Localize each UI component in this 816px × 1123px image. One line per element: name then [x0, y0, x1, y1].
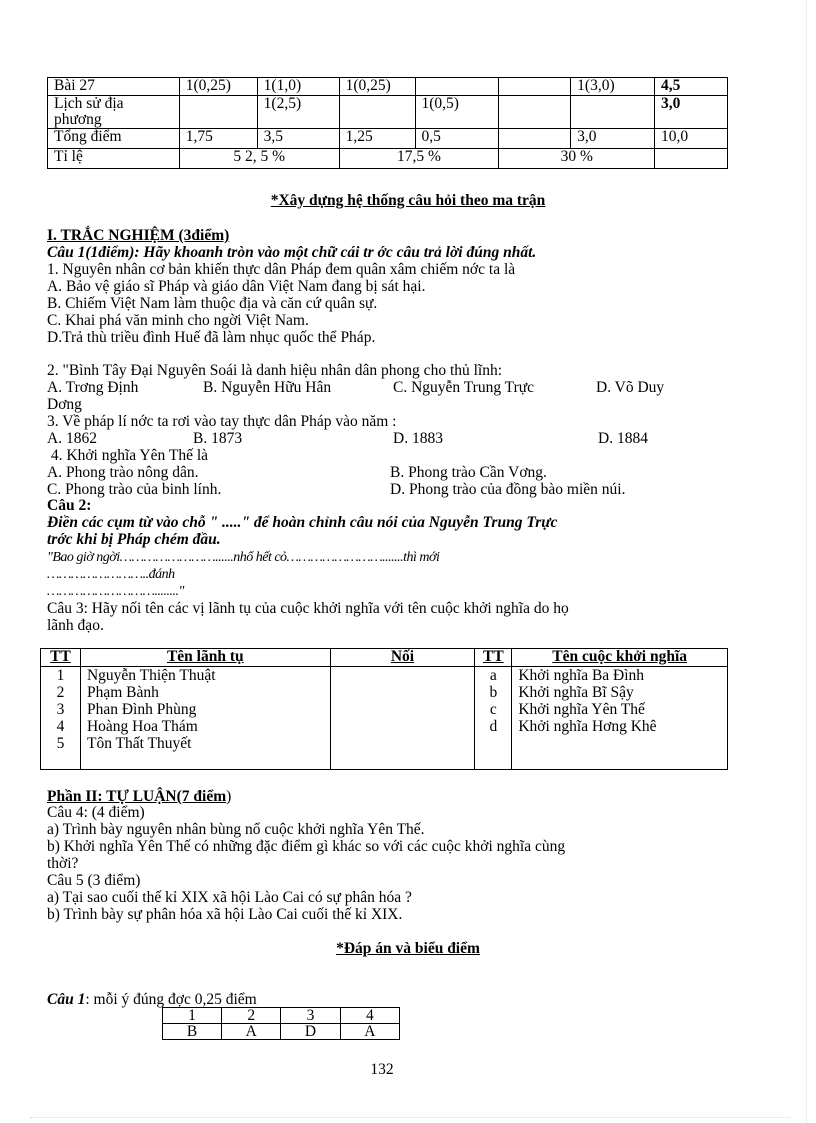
fill-blank-line: "Bao giờ ngời……………………......nhổ hết cỏ…………………….......thì mới	[47, 550, 440, 565]
table-cell: 3,5	[257, 129, 339, 149]
answer-option: B. Chiếm Việt Nam làm thuộc địa và căn cứ quân sự.	[47, 295, 378, 312]
question-5a: a) Tại sao cuối thế kỉ XIX xã hội Lào Cai có sự phân hóa ?	[47, 889, 412, 906]
question-5b: b) Trình bày sự phân hóa xã hội Lào Cai cuối thế kỉ XIX.	[47, 906, 403, 923]
list-item: 5	[56, 735, 65, 752]
instruction-text: trớc khi bị Pháp chém đầu.	[47, 531, 221, 548]
question-5-title: Câu 5 (3 điểm)	[47, 872, 141, 889]
table-cell	[179, 96, 257, 129]
list-item: d	[489, 718, 498, 735]
fill-blank-line: ………………………........"	[47, 584, 184, 599]
table-cell: 5 2, 5 %	[179, 149, 339, 169]
answer-key-heading: *Đáp án và biểu điểm	[336, 940, 480, 957]
column-header: Tên lãnh tụ	[80, 649, 330, 667]
question-4b-cont: thời?	[47, 855, 79, 872]
table-header-row	[41, 649, 728, 667]
list-item: 3	[56, 701, 65, 718]
answer-option: A. Phong trào nông dân.	[47, 464, 199, 481]
bottom-divider	[30, 1117, 790, 1118]
table-cell: D	[281, 1024, 340, 1040]
answer-option: B. Phong trào Cần Vơng.	[390, 464, 547, 481]
table-cell	[499, 96, 571, 129]
table-row	[163, 1008, 400, 1024]
table-cell: A	[222, 1024, 281, 1040]
list-item: 2	[56, 684, 65, 701]
answer-option: A. Trơng Định	[47, 379, 139, 396]
table-row	[48, 78, 728, 96]
table-cell: A	[340, 1024, 399, 1040]
question-4-title: Câu 4: (4 điểm)	[47, 804, 145, 821]
question-1-4: 4. Khởi nghĩa Yên Thế là	[47, 447, 209, 464]
answer-option: B. Nguyễn Hữu Hân	[203, 379, 332, 396]
number-column	[41, 667, 81, 770]
table-cell	[339, 96, 415, 129]
list-item: Phạm Bành	[86, 684, 159, 701]
table-cell: 4,5	[655, 78, 728, 96]
table-cell	[499, 78, 571, 96]
question-1-3: 3. Về pháp lí nớc ta rơi vào tay thực dân Pháp vào năm :	[47, 413, 397, 430]
table-cell: 4	[340, 1008, 399, 1024]
table-cell: 3,0	[655, 96, 728, 129]
question-system-heading: *Xây dựng hệ thống câu hỏi theo ma trận	[270, 192, 546, 209]
table-cell	[571, 96, 655, 129]
answer-option: D. Phong trào của đồng bào miền núi.	[390, 481, 626, 498]
question-1-1: 1. Nguyên nhân cơ bản khiến thực dân Pháp đem quân xâm chiếm nớc ta là	[47, 261, 516, 278]
column-header: TT	[475, 649, 512, 667]
list-item: 1	[56, 667, 65, 684]
table-cell: 3	[281, 1008, 340, 1024]
row-label: Tỉ lệ	[48, 149, 180, 169]
answer-key-line	[47, 991, 257, 1008]
answer-option: D. Võ Duy	[596, 379, 665, 396]
table-cell	[499, 129, 571, 149]
uprisings-column	[512, 667, 728, 770]
question-3-text: Câu 3: Hãy nối tên các vị lãnh tụ của cuộc khởi nghĩa với tên cuộc khởi nghĩa do họ	[47, 600, 569, 617]
letter-column	[475, 667, 512, 770]
answer-option: A. Bảo vệ giáo sĩ Pháp và giáo dân Việt Nam đang bị sát hại.	[47, 278, 426, 295]
answer-option: D. 1884	[598, 430, 648, 447]
answer-option: D.Trả thù triều đình Huế đã làm nhục quốc thể Pháp.	[47, 329, 376, 346]
answer-label: Câu 1	[47, 991, 86, 1008]
score-matrix-table	[47, 77, 728, 169]
table-cell	[415, 78, 499, 96]
answer-text: : mỗi ý đúng đợc 0,25 điểm	[85, 991, 257, 1008]
table-row	[41, 667, 728, 770]
leaders-column	[80, 667, 330, 770]
list-item: Tôn Thất Thuyết	[86, 735, 192, 752]
question-2-title: Câu 2:	[47, 497, 92, 514]
answer-option: B. 1873	[193, 430, 243, 447]
section-2-title	[47, 788, 231, 805]
list-item: Khởi nghĩa Bĩ Sậy	[518, 684, 634, 701]
table-cell: 17,5 %	[339, 149, 499, 169]
table-cell: 1(1,0)	[257, 78, 339, 96]
list-item: Khởi nghĩa Yên Thế	[518, 701, 645, 718]
leader-matching-table	[40, 648, 728, 770]
table-cell: 1	[163, 1008, 222, 1024]
answer-option: C. Khai phá văn minh cho ngời Việt Nam.	[47, 312, 309, 329]
answer-option-continued: Dơng	[47, 396, 82, 413]
answer-option: C. Phong trào của binh lính.	[47, 481, 222, 498]
question-4a: a) Trình bày nguyên nhân bùng nổ cuộc khởi nghĩa Yên Thế.	[47, 821, 425, 838]
row-label: Lịch sử địa phương	[48, 96, 180, 129]
question-1-2: 2. "Bình Tây Đại Nguyên Soái là danh hiệu nhân dân phong cho thủ lĩnh:	[47, 362, 503, 379]
table-cell: 2	[222, 1008, 281, 1024]
list-item: 4	[56, 718, 65, 735]
row-label: Bài 27	[48, 78, 180, 96]
column-header: Tên cuộc khởi nghĩa	[512, 649, 728, 667]
row-label: Tổng điểm	[48, 129, 180, 149]
answer-option: A. 1862	[47, 430, 97, 447]
list-item: b	[489, 684, 498, 701]
table-cell: B	[163, 1024, 222, 1040]
column-header: TT	[41, 649, 81, 667]
column-header: Nối	[330, 649, 475, 667]
table-cell: 1(0,25)	[339, 78, 415, 96]
table-cell: 1(2,5)	[257, 96, 339, 129]
table-cell: 10,0	[655, 129, 728, 149]
fill-blank-line: ……………………..đánh	[47, 567, 175, 582]
table-cell: 1,25	[339, 129, 415, 149]
page-number: 132	[370, 1061, 394, 1078]
question-3-text-cont: lãnh đạo.	[47, 617, 104, 634]
table-cell: 3,0	[571, 129, 655, 149]
section-2-title-close: )	[226, 788, 232, 805]
list-item: Hoàng Hoa Thám	[86, 718, 198, 735]
question-2-instruction: Điền các cụm từ vào chỗ " ....." để hoàn chỉnh câu nói của Nguyễn Trung Trực	[47, 514, 558, 531]
section-1-title: I. TRẮC NGHIỆM (3điểm)	[47, 227, 230, 244]
table-cell: 0,5	[415, 129, 499, 149]
list-item: Khởi nghĩa Ba Đình	[518, 667, 645, 684]
table-row	[48, 96, 728, 129]
connect-column[interactable]	[330, 667, 475, 770]
answer-key-table	[162, 1007, 400, 1040]
list-item: Khởi nghĩa Hơng Khê	[518, 718, 657, 735]
table-row	[48, 149, 728, 169]
answer-option: C. Nguyễn Trung Trực	[393, 379, 535, 396]
table-row	[163, 1024, 400, 1040]
table-cell: 30 %	[499, 149, 655, 169]
table-cell: 1,75	[179, 129, 257, 149]
question-2-instruction-cont	[47, 531, 221, 548]
right-divider	[806, 0, 807, 1123]
question-1-title: Câu 1(1điểm): Hãy khoanh tròn vào một chữ cái tr ớc câu trả lời đúng nhất.	[47, 244, 537, 261]
table-cell: 1(0,5)	[415, 96, 499, 129]
table-row	[48, 129, 728, 149]
table-cell: 1(3,0)	[571, 78, 655, 96]
list-item: c	[489, 701, 497, 718]
answer-option: D. 1883	[393, 430, 443, 447]
question-4b: b) Khởi nghĩa Yên Thế có những đặc điểm gì khác so với các cuộc khởi nghĩa cùng	[47, 838, 566, 855]
section-2-title-text: Phần II: TỰ LUẬN(7 điểm	[47, 788, 227, 805]
list-item: Phan Đình Phùng	[86, 701, 197, 718]
table-cell	[655, 149, 728, 169]
table-cell: 1(0,25)	[179, 78, 257, 96]
list-item: Nguyễn Thiện Thuật	[86, 667, 216, 684]
list-item: a	[489, 667, 497, 684]
